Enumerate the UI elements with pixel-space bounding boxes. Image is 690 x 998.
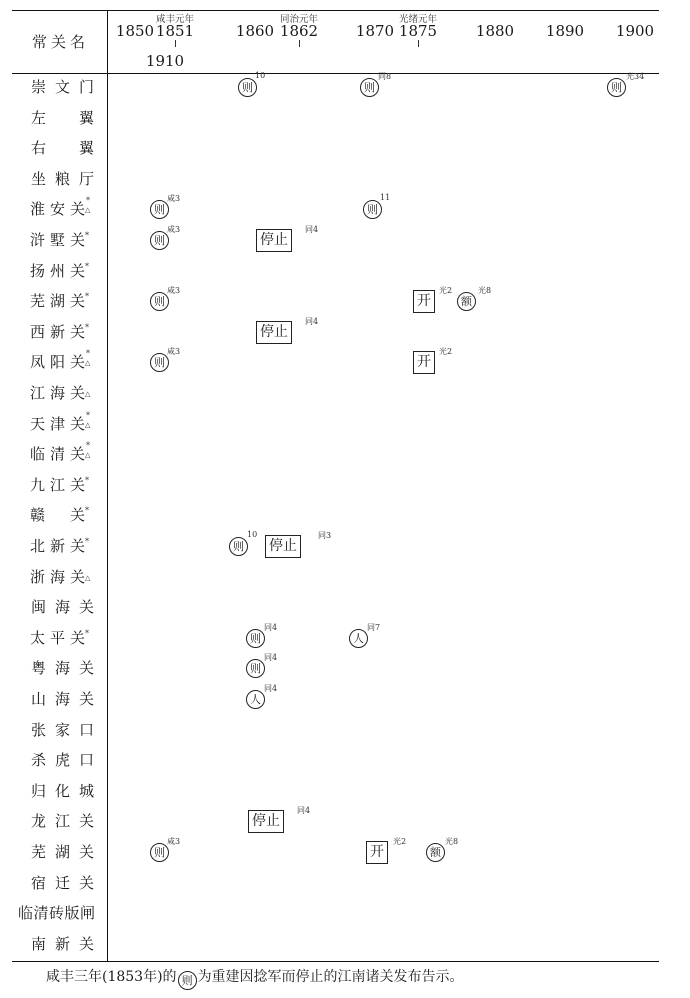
row-name-char: 湖 <box>55 843 71 861</box>
row-name-char: 平 <box>50 628 66 647</box>
event-note: 光2 <box>439 347 453 357</box>
row-name-char: 海 <box>55 659 71 678</box>
row-name-char: 津 <box>50 414 66 433</box>
row-name-char: 九 <box>30 475 46 494</box>
row-name-char: 海 <box>50 567 66 586</box>
row-name-char: 关 <box>70 414 86 433</box>
row-name-char: 山 <box>31 690 47 708</box>
row-name-char: 清 <box>33 904 49 923</box>
asterisk-mark-icon: * <box>85 261 89 271</box>
circle-mark-icon: 则 <box>363 200 382 219</box>
asterisk-mark-icon: * <box>86 196 90 206</box>
event-note: 光2 <box>393 837 407 846</box>
table-row <box>12 409 107 440</box>
row-name-char: 关 <box>70 322 86 341</box>
row-name-char: 龙 <box>31 812 47 831</box>
row-name-char: 关 <box>70 475 86 494</box>
event-note: 咸3 <box>167 286 181 296</box>
row-name-char: 关 <box>79 812 95 831</box>
triangle-mark-icon: △ <box>85 206 91 215</box>
event-note: 10 <box>247 530 258 539</box>
asterisk-mark-icon: * <box>85 475 89 485</box>
table-row <box>12 500 107 531</box>
table-row <box>12 868 107 899</box>
table-row <box>12 256 107 287</box>
row-name-char: 翼 <box>79 108 95 127</box>
table-row <box>12 562 107 593</box>
asterisk-mark-icon: * <box>86 349 90 359</box>
event-note: 同4 <box>297 806 311 816</box>
row-name-char: 版 <box>64 904 80 923</box>
era-label: 光绪元年 <box>398 14 438 25</box>
table-row <box>12 133 107 164</box>
row-name-char: 左 <box>31 108 47 127</box>
asterisk-mark-icon: * <box>85 506 89 516</box>
event-note: 同4 <box>264 684 278 693</box>
table-row <box>12 103 107 134</box>
event-note: 同4 <box>305 316 319 326</box>
row-name-char: 粤 <box>31 659 47 678</box>
row-name-char: 临 <box>30 445 46 464</box>
row-name-char: 关 <box>70 506 86 525</box>
year-label: 1870 <box>355 22 395 40</box>
row-name-char: 闸 <box>80 904 96 923</box>
row-name-char: 州 <box>50 261 66 280</box>
year-label: 1880 <box>475 22 515 40</box>
circle-mark-icon: 则 <box>238 78 257 97</box>
circle-mark-icon: 额 <box>457 292 476 311</box>
row-name-char: 迁 <box>55 873 71 892</box>
customs-timeline-table <box>12 10 659 962</box>
row-name-char: 西 <box>30 322 46 341</box>
row-name-char: 口 <box>79 720 95 739</box>
table-row <box>12 164 107 195</box>
event-note: 同4 <box>305 225 319 234</box>
row-name-char: 归 <box>31 781 47 800</box>
row-name-char: 墅 <box>50 231 66 249</box>
asterisk-mark-icon: * <box>85 322 89 332</box>
row-name-char: 虎 <box>55 751 71 770</box>
row-name-char: 新 <box>55 934 71 953</box>
row-name-char: 安 <box>50 200 66 219</box>
row-name-char: 关 <box>70 261 86 280</box>
circle-mark-icon: 则 <box>150 843 169 862</box>
row-name-char: 坐 <box>31 169 47 188</box>
asterisk-mark-icon: * <box>86 441 90 451</box>
triangle-mark-icon: △ <box>85 420 91 429</box>
boxed-mark: 停止 <box>256 229 292 252</box>
caption <box>46 966 464 990</box>
row-name-char: 凤 <box>30 353 46 372</box>
row-name-char: 天 <box>30 414 46 433</box>
triangle-mark-icon: △ <box>85 451 91 460</box>
event-note: 咸3 <box>167 225 181 234</box>
table-row <box>12 776 107 807</box>
year-label: 1875 <box>398 22 438 40</box>
row-name-char: 关 <box>70 353 86 372</box>
event-note: 10 <box>255 71 266 80</box>
row-name-char: 浒 <box>30 231 46 249</box>
row-name-char: 湖 <box>50 292 66 311</box>
table-row <box>12 439 107 470</box>
table-row <box>12 72 107 103</box>
row-name-char: 关 <box>70 445 86 464</box>
era-tick <box>418 40 419 47</box>
caption-after: 为重建因捻军而停止的江南诸关发布告示。 <box>197 969 464 985</box>
row-name-char: 关 <box>79 934 95 953</box>
era-tick <box>299 40 300 47</box>
caption-before: 咸丰三年(1853年)的 <box>46 969 177 985</box>
event-note: 11 <box>380 193 391 203</box>
boxed-mark: 开 <box>413 351 435 374</box>
era-tick <box>175 40 176 47</box>
row-name-char: 砖 <box>49 904 65 923</box>
row-name-char: 城 <box>79 781 95 800</box>
circle-mark-icon: 则 <box>246 629 265 648</box>
circle-mark-icon: 则 <box>150 200 169 219</box>
row-name-char: 关 <box>70 384 86 402</box>
table-row <box>12 898 107 929</box>
row-name-char: 芜 <box>31 843 47 861</box>
row-name-char: 海 <box>55 690 71 708</box>
row-name-char: 关 <box>70 292 86 311</box>
table-row <box>12 837 107 868</box>
row-name-char: 文 <box>55 78 71 96</box>
event-note: 咸3 <box>167 194 181 204</box>
row-name-char: 江 <box>30 384 46 402</box>
row-name-char: 关 <box>79 598 95 617</box>
row-name-char: 南 <box>31 934 47 953</box>
event-note: 咸3 <box>167 347 181 357</box>
asterisk-mark-icon: * <box>86 410 90 420</box>
table-row <box>12 623 107 654</box>
row-name-char: 芜 <box>30 292 46 311</box>
table-row <box>12 531 107 562</box>
row-name-char: 关 <box>70 231 86 249</box>
boxed-mark: 停止 <box>248 810 284 833</box>
asterisk-mark-icon: * <box>85 231 89 240</box>
row-name-char: 宿 <box>31 873 47 892</box>
event-note: 同7 <box>367 622 381 632</box>
table-row <box>12 286 107 317</box>
circle-mark-icon: 则 <box>607 78 626 97</box>
row-name-char: 翼 <box>79 139 95 158</box>
row-name-char: 家 <box>55 720 71 739</box>
boxed-mark: 停止 <box>265 535 301 558</box>
row-name-char: 粮 <box>55 169 71 188</box>
boxed-mark: 停止 <box>256 321 292 344</box>
row-name-char: 阳 <box>50 353 66 372</box>
row-name-char: 北 <box>30 537 46 555</box>
circle-mark-icon: 人 <box>349 629 368 648</box>
year-label: 1862 <box>279 22 319 40</box>
caption-symbol-icon: 则 <box>178 971 197 990</box>
triangle-mark-icon: △ <box>85 359 91 368</box>
year-label: 1851 <box>155 22 195 40</box>
table-row <box>12 592 107 623</box>
row-name-char: 海 <box>50 384 66 402</box>
row-name-char: 太 <box>30 628 46 647</box>
circle-mark-icon: 则 <box>360 78 379 97</box>
triangle-mark-icon: △ <box>85 573 91 582</box>
event-note: 光2 <box>439 286 453 296</box>
year-label: 1900 <box>615 22 655 40</box>
era-label: 咸丰元年 <box>155 14 195 25</box>
table-row <box>12 745 107 776</box>
row-name-char: 关 <box>70 567 86 586</box>
row-name-char: 新 <box>50 322 66 341</box>
event-note: 光8 <box>478 286 492 296</box>
table-row <box>12 317 107 348</box>
event-note: 同3 <box>318 531 332 540</box>
header-divider <box>12 73 659 74</box>
table-row <box>12 347 107 378</box>
row-name-char: 清 <box>50 445 66 464</box>
row-name-char: 关 <box>79 843 95 861</box>
circle-mark-icon: 则 <box>150 292 169 311</box>
row-name-char: 关 <box>70 537 86 555</box>
table-row <box>12 806 107 837</box>
row-name-char: 闽 <box>31 598 47 617</box>
circle-mark-icon: 则 <box>246 659 265 678</box>
row-name-char: 右 <box>31 139 47 158</box>
triangle-mark-icon: △ <box>85 390 91 398</box>
table-row <box>12 470 107 501</box>
event-note: 光34 <box>626 72 645 81</box>
row-name-char: 扬 <box>30 261 46 280</box>
row-name-char: 新 <box>50 537 66 555</box>
table-row <box>12 929 107 960</box>
circle-mark-icon: 则 <box>150 353 169 372</box>
row-name-char: 关 <box>79 690 95 708</box>
table-row <box>12 194 107 225</box>
row-name-char: 海 <box>55 598 71 617</box>
row-name-char: 厅 <box>79 169 95 188</box>
row-name-char: 江 <box>55 812 71 831</box>
year-label: 1860 <box>235 22 275 40</box>
event-note: 同4 <box>264 653 278 663</box>
era-label: 同治元年 <box>279 14 319 25</box>
row-name-char: 临 <box>18 904 34 923</box>
row-name-char: 杀 <box>31 751 47 770</box>
row-name-char: 张 <box>31 720 47 739</box>
table-row <box>12 378 107 409</box>
row-name-char: 崇 <box>31 78 47 96</box>
event-note: 光8 <box>445 837 459 846</box>
event-note: 咸3 <box>167 837 181 846</box>
row-name-char: 关 <box>70 628 86 647</box>
boxed-mark: 开 <box>413 290 435 313</box>
row-name-char: 赣 <box>30 506 46 525</box>
header-label: 常关名 <box>32 33 90 51</box>
asterisk-mark-icon: * <box>85 292 89 302</box>
asterisk-mark-icon: * <box>85 537 89 546</box>
table-row <box>12 715 107 746</box>
row-name-char: 关 <box>70 200 86 219</box>
row-name-char: 江 <box>50 475 66 494</box>
boxed-mark: 开 <box>366 841 388 864</box>
row-name-char: 关 <box>79 659 95 678</box>
column-divider <box>107 11 108 961</box>
circle-mark-icon: 人 <box>246 690 265 709</box>
table-row <box>12 225 107 256</box>
row-name-char: 门 <box>79 78 95 96</box>
circle-mark-icon: 则 <box>229 537 248 556</box>
year-label: 1850 <box>115 22 155 40</box>
row-name-char: 淮 <box>30 200 46 219</box>
table-row <box>12 653 107 684</box>
event-note: 同8 <box>378 72 392 81</box>
row-name-char: 浙 <box>30 567 46 586</box>
row-name-char: 关 <box>79 873 95 892</box>
extra-year-label: 1910 <box>145 52 185 70</box>
circle-mark-icon: 额 <box>426 843 445 862</box>
asterisk-mark-icon: * <box>85 628 89 638</box>
table-row <box>12 684 107 715</box>
year-label: 1890 <box>545 22 585 40</box>
row-name-char: 口 <box>79 751 95 770</box>
event-note: 同4 <box>264 622 278 632</box>
row-name-char: 化 <box>55 781 71 800</box>
circle-mark-icon: 则 <box>150 231 169 250</box>
